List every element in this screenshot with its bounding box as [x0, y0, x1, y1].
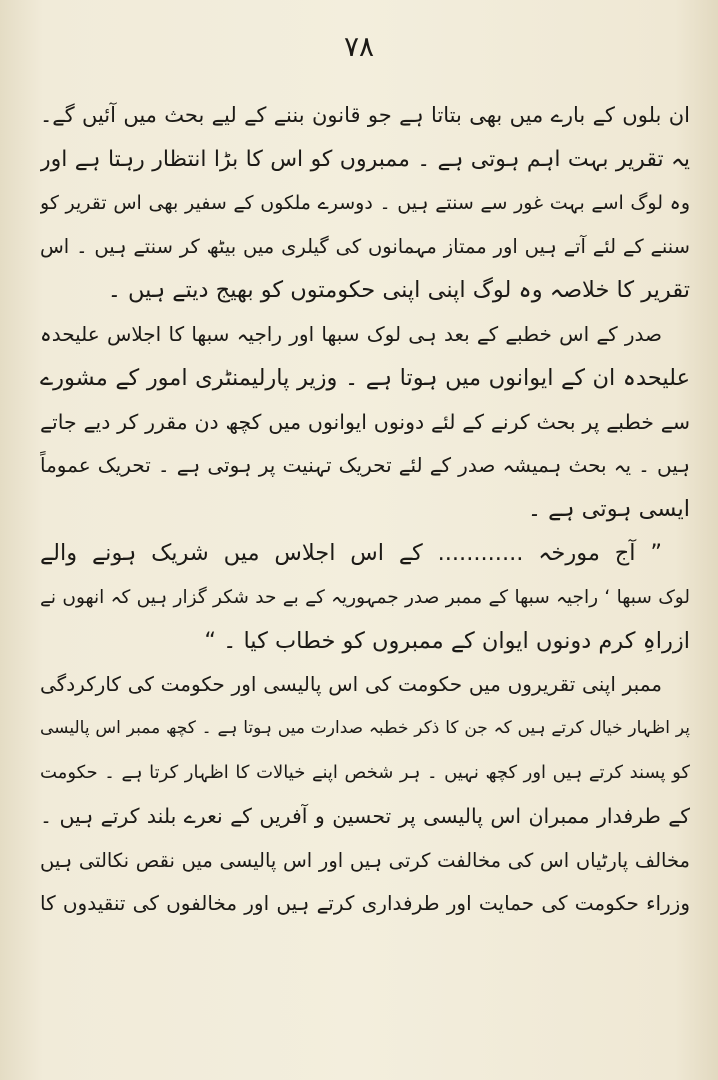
body-text	[40, 94, 690, 926]
text-line: ازراہِ کرم دونوں ایوان کے ممبروں کو خطاب کیا ۔ “	[204, 627, 690, 654]
text-line: کے طرفدار ممبران اس پالیسی پر تحسین و آفریں کے نعرے بلند کرتے ہیں ۔	[40, 803, 690, 828]
text-line: تقریر کا خلاصہ وہ لوگ اپنی اپنی حکومتوں کو بھیج دیتے ہیں ۔	[107, 277, 690, 304]
text-line: سننے کے لئے آتے ہیں اور ممتاز مہمانوں کی گیلری میں بیٹھ کر سنتے ہیں ۔ اس	[40, 235, 690, 259]
text-line: یہ تقریر بہت اہم ہوتی ہے ۔ ممبروں کو اس کا بڑا انتظار رہتا ہے اور	[40, 146, 690, 172]
text-line: ایسی ہوتی ہے ۔	[527, 496, 690, 523]
text-line: پر اظہار خیال کرتے ہیں کہ جن کا ذکر خطبہ صدارت میں ہوتا ہے ۔ کچھ ممبر اس پالیسی	[40, 718, 690, 739]
text-line: علیحدہ ان کے ایوانوں میں ہوتا ہے ۔ وزیر پارلیمنٹری امور کے مشورے	[40, 364, 690, 391]
text-line: وزراء حکومت کی حمایت اور طرفداری کرتے ہیں اور مخالفوں کی تنقیدوں کا	[40, 891, 690, 916]
text-line: لوک سبھا ‘ راجیہ سبھا کے ممبر صدر جمہوریہ کے بے حد شکر گزار ہیں کہ انھوں نے	[40, 586, 690, 608]
page-number: ۷۸	[343, 30, 375, 63]
text-line: سے خطبے پر بحث کرنے کے لئے دونوں ایوانوں میں کچھ دن مقرر کر دیے جاتے	[40, 409, 690, 434]
text-line: صدر کے اس خطبے کے بعد ہی لوک سبھا اور راجیہ سبھا کا اجلاس علیحدہ	[40, 321, 662, 346]
text-line: کو پسند کرتے ہیں اور کچھ نہیں ۔ ہر شخص اپنے خیالات کا اظہار کرتا ہے ۔ حکومت	[40, 761, 690, 783]
text-line: مخالف پارٹیاں اس کی مخالفت کرتی ہیں اور اس پالیسی میں نقص نکالتی ہیں	[40, 848, 690, 872]
text-line: وہ لوگ اسے بہت غور سے سنتے ہیں ۔ دوسرے ملکوں کے سفیر بھی اس تقریر کو	[40, 191, 690, 214]
text-line: ہیں ۔ یہ بحث ہمیشہ صدر کے لئے تحریک تہنیت پر ہوتی ہے ۔ تحریک عموماً	[40, 453, 690, 478]
text-line: ” آج مورخہ ............ کے اس اجلاس میں شریک ہونے والے	[40, 539, 662, 566]
text-line: ان بلوں کے بارے میں بھی بتاتا ہے جو قانون بننے کے لیے بحث میں آئیں گے۔	[40, 103, 690, 127]
text-line: ممبر اپنی تقریروں میں حکومت کی اس پالیسی اور حکومت کی کارکردگی	[40, 672, 662, 697]
